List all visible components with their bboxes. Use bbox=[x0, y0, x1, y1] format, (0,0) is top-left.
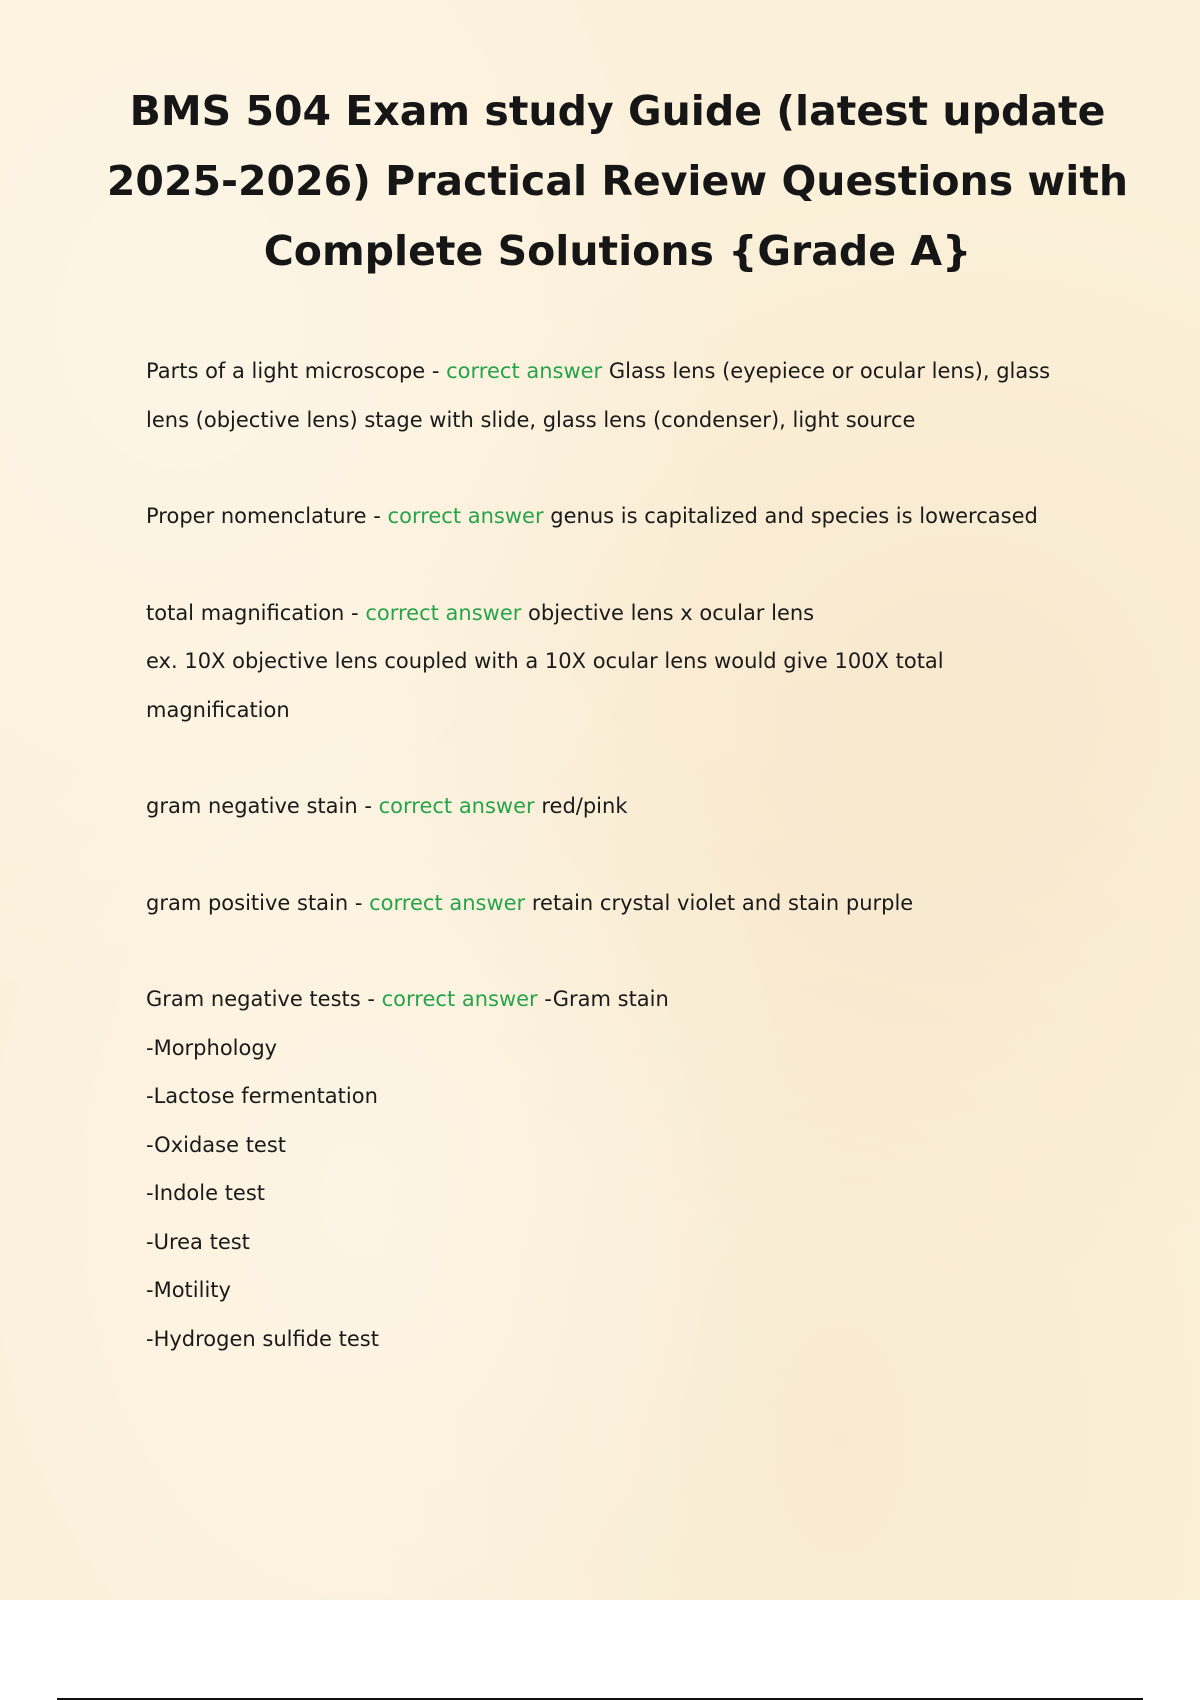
qa-item bbox=[146, 589, 1086, 735]
correct-answer-label: correct answer bbox=[378, 794, 535, 818]
separator: - bbox=[357, 794, 379, 818]
qa-item bbox=[146, 492, 1086, 541]
qa-first-line bbox=[146, 879, 1086, 928]
answer-text: retain crystal violet and stain purple bbox=[525, 890, 914, 915]
answer-extra-line: -Morphology bbox=[146, 1035, 278, 1060]
qa-first-line bbox=[146, 347, 1086, 444]
document-title: BMS 504 Exam study Guide (latest update 2025-2026) Practical Review Questions with Complete Solutions {Grade A} bbox=[106, 87, 1129, 275]
correct-answer-label: correct answer bbox=[381, 987, 538, 1011]
answer-extra-line: -Motility bbox=[146, 1278, 231, 1302]
qa-item bbox=[146, 347, 1086, 444]
answer-extra-line: -Indole test bbox=[146, 1181, 266, 1205]
correct-answer-label: correct answer bbox=[387, 504, 544, 528]
question-text: gram positive stain bbox=[146, 890, 349, 915]
question-text: Proper nomenclature bbox=[146, 504, 367, 528]
qa-first-line bbox=[146, 782, 1086, 831]
answer-text: genus is capitalized and species is lowercased bbox=[543, 504, 1038, 528]
answer-extra-line: ex. 10X objective lens coupled with a 10X ocular lens would give 100X total magnification bbox=[146, 649, 944, 722]
qa-first-line bbox=[146, 492, 1086, 541]
answer-text: objective lens x ocular lens bbox=[521, 600, 815, 625]
qa-item bbox=[146, 975, 1086, 1363]
answer-text: Glass lens (eyepiece or ocular lens), glass lens (objective lens) stage with slide, glass lens (condenser), light source bbox=[146, 359, 1051, 432]
qa-list bbox=[146, 347, 1086, 1411]
question-text: total magnification bbox=[146, 600, 345, 625]
answer-text: red/pink bbox=[534, 794, 628, 818]
question-text: Gram negative tests bbox=[146, 987, 361, 1011]
correct-answer-label: correct answer bbox=[369, 890, 526, 915]
separator: - bbox=[348, 890, 370, 915]
answer-extra-line: -Hydrogen sulfide test bbox=[146, 1326, 379, 1351]
question-text: gram negative stain bbox=[146, 794, 358, 818]
answer-extra-line: -Lactose fermentation bbox=[146, 1084, 378, 1108]
separator: - bbox=[360, 987, 382, 1011]
qa-first-line bbox=[146, 589, 1086, 638]
correct-answer-label: correct answer bbox=[446, 359, 603, 383]
separator: - bbox=[425, 359, 447, 383]
answer-extra-line: -Urea test bbox=[146, 1229, 250, 1254]
separator: - bbox=[366, 504, 388, 528]
qa-item bbox=[146, 782, 1086, 831]
qa-first-line bbox=[146, 975, 1086, 1024]
separator: - bbox=[344, 600, 366, 625]
answer-text: -Gram stain bbox=[537, 987, 669, 1011]
qa-item bbox=[146, 879, 1086, 928]
question-text: Parts of a light microscope bbox=[146, 359, 426, 383]
answer-extra-line: -Oxidase test bbox=[146, 1132, 287, 1157]
correct-answer-label: correct answer bbox=[365, 600, 522, 625]
